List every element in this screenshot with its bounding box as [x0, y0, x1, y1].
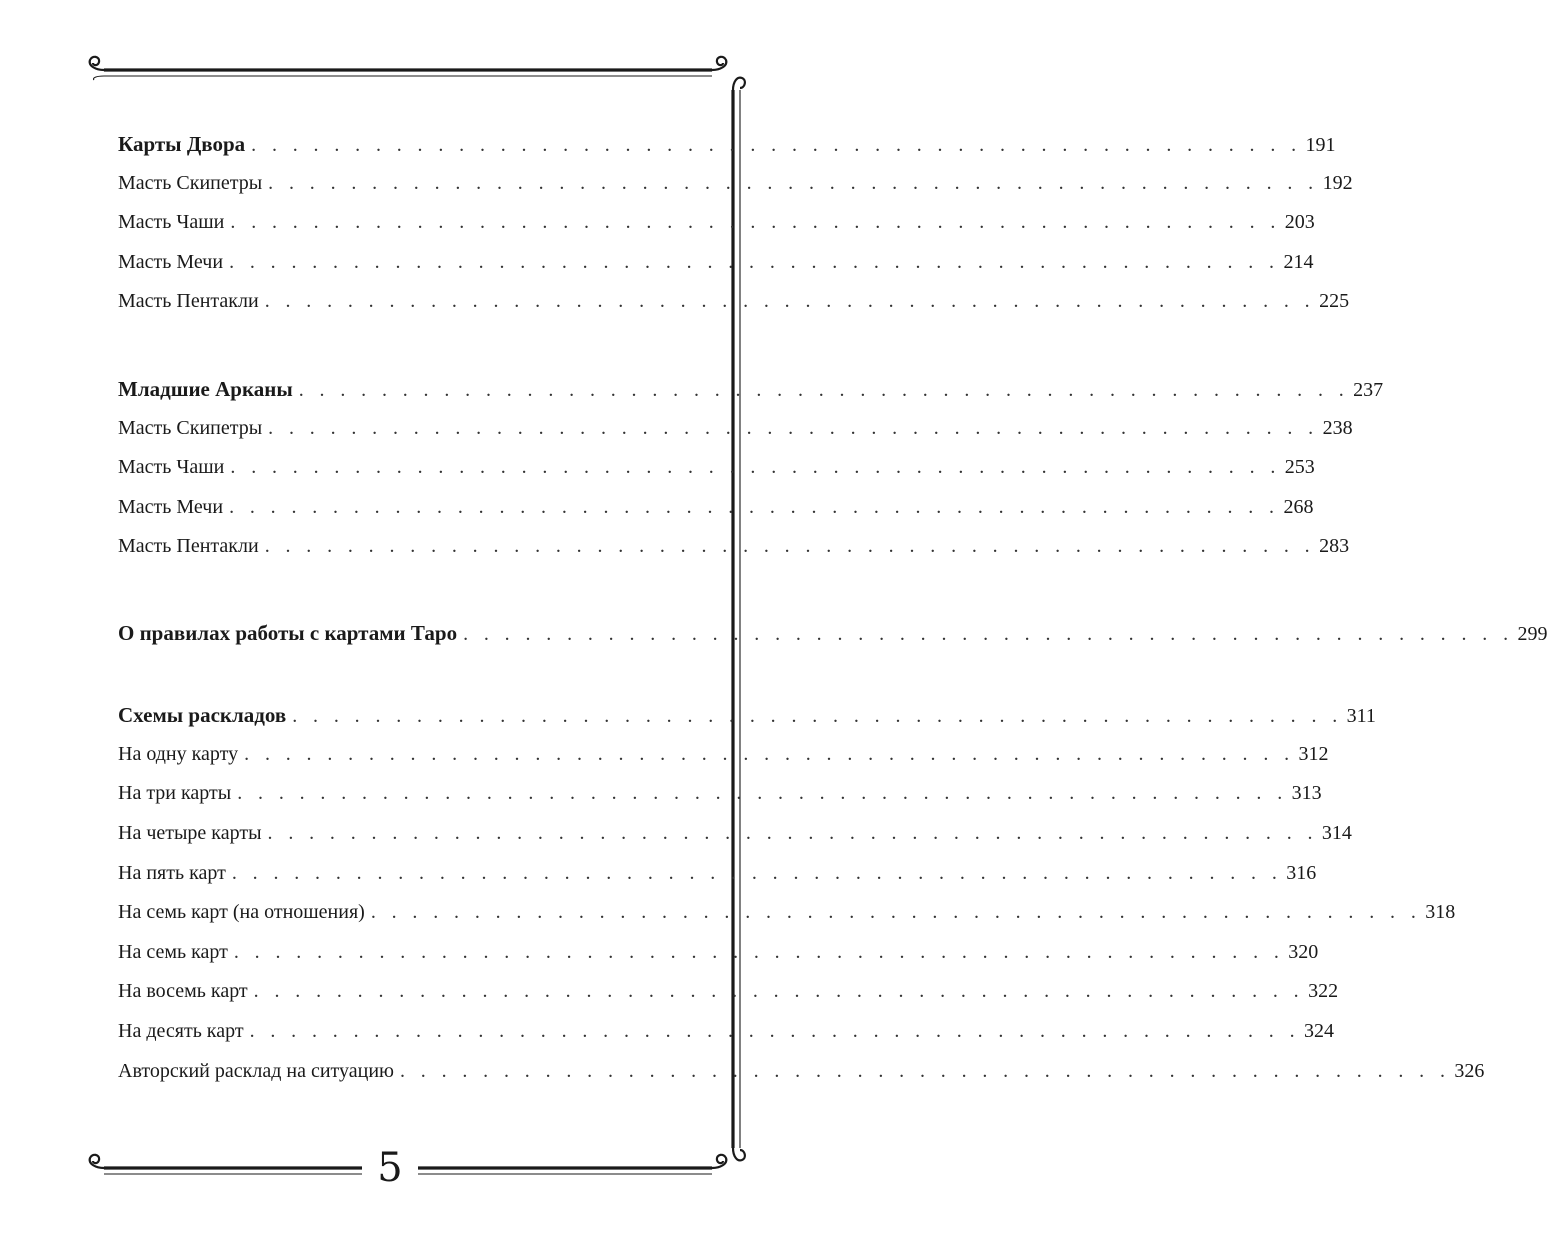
toc-item-label: Масть Пентакли — [118, 290, 259, 312]
toc-item-label: Масть Чаши — [118, 211, 225, 233]
toc-page-number: 326 — [1454, 1060, 1485, 1082]
toc-item[interactable] — [118, 172, 1353, 202]
dot-leader: . . . . . . . . . . . . . . . . . . . . . . . . . . . . . . . . . . . . . . . . . . . . . . . . . . . — [264, 535, 1316, 557]
dot-leader: . . . . . . . . . . . . . . . . . . . . . . . . . . . . . . . . . . . . . . . . . . . . . . . . . . . — [233, 941, 1285, 963]
toc-item-label: На четыре карты — [118, 822, 262, 844]
toc-item-label: На пять карт — [118, 862, 226, 884]
toc-item[interactable] — [118, 743, 1329, 773]
toc-item[interactable] — [118, 782, 1322, 812]
dot-leader: . . . . . . . . . . . . . . . . . . . . . . . . . . . . . . . . . . . . . . . . . . . . . . . . . . . — [229, 251, 1280, 273]
toc-item[interactable] — [118, 456, 1315, 486]
toc-item-label: Масть Скипетры — [118, 172, 263, 194]
toc-page-number: 192 — [1322, 172, 1353, 194]
toc-item-label: На семь карт — [118, 941, 228, 963]
top-left-curl-ornament — [90, 57, 104, 70]
toc-item-label: Масть Скипетры — [118, 417, 263, 439]
toc-page-number: 312 — [1298, 743, 1329, 765]
toc-section-title: О правилах работы с картами Таро — [118, 621, 458, 645]
toc-item[interactable] — [118, 901, 1456, 931]
top-right-curl-ornament — [712, 57, 726, 70]
toc-page-number: 203 — [1284, 211, 1315, 233]
dot-leader: . . . . . . . . . . . . . . . . . . . . . . . . . . . . . . . . . . . . . . . . . . . . . . . . . . . — [237, 782, 1288, 804]
right-bottom-curl-ornament — [733, 1148, 745, 1160]
toc-item-label: Масть Мечи — [118, 251, 224, 273]
toc-page-number: 316 — [1286, 862, 1317, 884]
toc-page-number: 253 — [1284, 456, 1315, 478]
toc-item-label: Авторский расклад на ситуацию — [118, 1060, 394, 1082]
toc-page-number: 214 — [1283, 251, 1314, 273]
dot-leader: . . . . . . . . . . . . . . . . . . . . . . . . . . . . . . . . . . . . . . . . . . . . . . . . . . . — [292, 705, 1343, 727]
toc-item-label: На семь карт (на отношения) — [118, 901, 365, 923]
dot-leader: . . . . . . . . . . . . . . . . . . . . . . . . . . . . . . . . . . . . . . . . . . . . . . . . . . . — [231, 862, 1283, 884]
toc-page-number: 322 — [1308, 980, 1339, 1002]
bottom-left-curl-ornament — [90, 1155, 104, 1168]
toc-page-number: 320 — [1288, 941, 1319, 963]
toc-page-number: 311 — [1346, 705, 1376, 727]
toc-section-minor-arcana[interactable] — [118, 377, 1384, 407]
toc-item[interactable] — [118, 211, 1315, 241]
toc-item-label: Масть Пентакли — [118, 535, 259, 557]
toc-page-number: 318 — [1425, 901, 1456, 923]
dot-leader: . . . . . . . . . . . . . . . . . . . . . . . . . . . . . . . . . . . . . . . . . . . . . . . . . . . — [253, 980, 1305, 1002]
toc-page-number: 324 — [1303, 1020, 1334, 1042]
toc-section-title: Схемы раскладов — [118, 703, 287, 727]
toc-page-number: 191 — [1305, 134, 1336, 156]
toc-item[interactable] — [118, 862, 1317, 892]
dot-leader: . . . . . . . . . . . . . . . . . . . . . . . . . . . . . . . . . . . . . . . . . . . . . . . . . . . — [230, 211, 1281, 233]
toc-item-label: На одну карту — [118, 743, 239, 765]
toc-item-label: На три карты — [118, 782, 232, 804]
toc-section-tarot-rules[interactable] — [118, 621, 1547, 651]
dot-leader: . . . . . . . . . . . . . . . . . . . . . . . . . . . . . . . . . . . . . . . . . . . . . . . . . . . — [399, 1060, 1451, 1082]
toc-item-label: На десять карт — [118, 1020, 244, 1042]
dot-leader: . . . . . . . . . . . . . . . . . . . . . . . . . . . . . . . . . . . . . . . . . . . . . . . . . . . — [251, 134, 1302, 156]
dot-leader: . . . . . . . . . . . . . . . . . . . . . . . . . . . . . . . . . . . . . . . . . . . . . . . . . . . — [230, 456, 1281, 478]
bottom-right-curl-ornament — [712, 1155, 726, 1168]
toc-item[interactable] — [118, 1060, 1485, 1090]
toc-item[interactable] — [118, 1020, 1334, 1050]
dot-leader: . . . . . . . . . . . . . . . . . . . . . . . . . . . . . . . . . . . . . . . . . . . . . . . . . . . — [249, 1020, 1300, 1042]
toc-page-number: 299 — [1517, 623, 1547, 645]
toc-page-number: 283 — [1319, 535, 1350, 557]
toc-item-label: Масть Мечи — [118, 496, 224, 518]
dot-leader: . . . . . . . . . . . . . . . . . . . . . . . . . . . . . . . . . . . . . . . . . . . . . . . . . . . — [268, 417, 1319, 439]
toc-page-number: 268 — [1283, 496, 1314, 518]
toc-item[interactable] — [118, 417, 1353, 447]
dot-leader: . . . . . . . . . . . . . . . . . . . . . . . . . . . . . . . . . . . . . . . . . . . . . . . . . . . — [463, 623, 1514, 645]
toc-item[interactable] — [118, 822, 1352, 852]
toc-item[interactable] — [118, 496, 1314, 526]
toc-section-spread-schemes[interactable] — [118, 703, 1376, 733]
dot-leader: . . . . . . . . . . . . . . . . . . . . . . . . . . . . . . . . . . . . . . . . . . . . . . . . . . . — [268, 172, 1319, 194]
dot-leader: . . . . . . . . . . . . . . . . . . . . . . . . . . . . . . . . . . . . . . . . . . . . . . . . . . . — [370, 901, 1422, 923]
toc-section-title: Младшие Арканы — [118, 377, 293, 401]
dot-leader: . . . . . . . . . . . . . . . . . . . . . . . . . . . . . . . . . . . . . . . . . . . . . . . . . . . — [264, 290, 1316, 312]
right-top-curl-ornament — [733, 78, 745, 90]
toc-item-label: На восемь карт — [118, 980, 248, 1002]
toc-item[interactable] — [118, 251, 1314, 281]
toc-page-number: 238 — [1322, 417, 1353, 439]
page-number: 5 — [377, 1145, 403, 1191]
toc-page-number: 313 — [1291, 782, 1322, 804]
toc-page-number: 225 — [1319, 290, 1350, 312]
toc-page-number: 237 — [1353, 379, 1384, 401]
dot-leader: . . . . . . . . . . . . . . . . . . . . . . . . . . . . . . . . . . . . . . . . . . . . . . . . . . . — [244, 743, 1295, 765]
toc-section-title: Карты Двора — [118, 132, 246, 156]
toc-item[interactable] — [118, 290, 1350, 320]
toc-item[interactable] — [118, 535, 1350, 565]
toc-item[interactable] — [118, 980, 1339, 1010]
toc-page-number: 314 — [1321, 822, 1352, 844]
dot-leader: . . . . . . . . . . . . . . . . . . . . . . . . . . . . . . . . . . . . . . . . . . . . . . . . . . . — [298, 379, 1350, 401]
toc-item[interactable] — [118, 941, 1319, 971]
dot-leader: . . . . . . . . . . . . . . . . . . . . . . . . . . . . . . . . . . . . . . . . . . . . . . . . . . . — [229, 496, 1280, 518]
toc-section-court-cards[interactable] — [118, 132, 1336, 162]
toc-item-label: Масть Чаши — [118, 456, 225, 478]
dot-leader: . . . . . . . . . . . . . . . . . . . . . . . . . . . . . . . . . . . . . . . . . . . . . . . . . . . — [267, 822, 1318, 844]
